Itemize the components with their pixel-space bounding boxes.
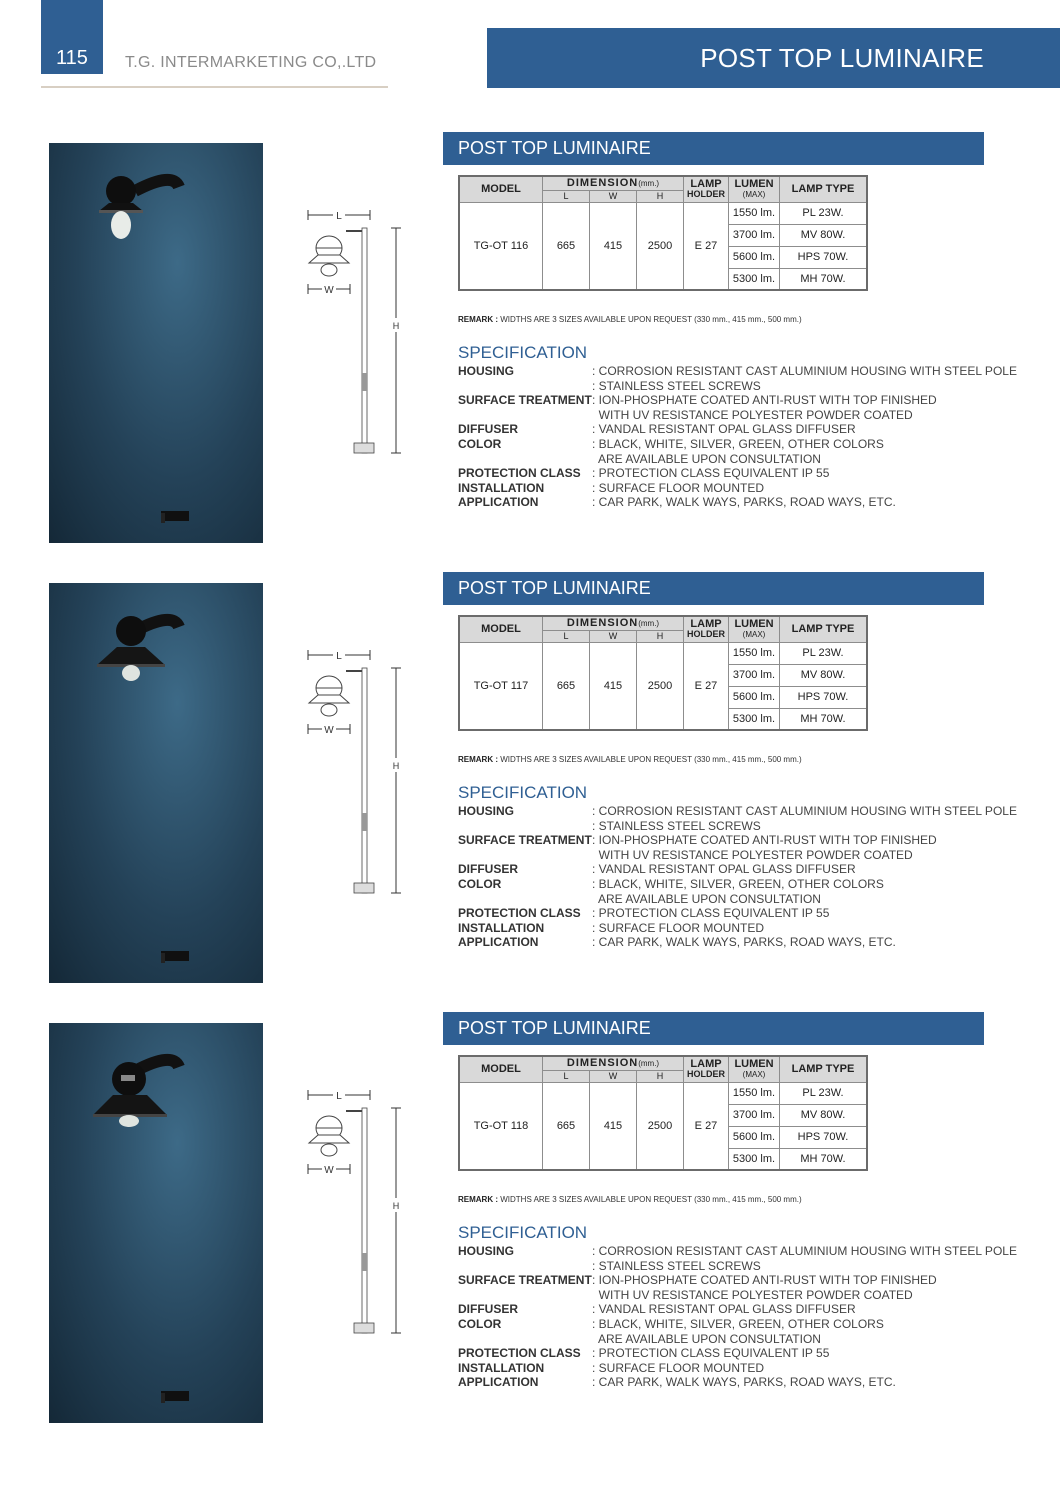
dimension-drawing (298, 203, 408, 463)
spec-value: : BLACK, WHITE, SILVER, GREEN, OTHER COLORS (592, 876, 884, 891)
col-h-header: H (637, 190, 684, 202)
spec-table (458, 615, 868, 731)
col-model-header: MODEL (459, 1056, 543, 1082)
page-number-box (41, 0, 103, 74)
col-lumen-header: LUMEN (MAX) (729, 616, 780, 642)
spec-value: : SURFACE FLOOR MOUNTED (592, 1360, 765, 1375)
col-dimension-header: DIMENSION(mm.) (543, 176, 684, 190)
spec-value: : CORROSION RESISTANT CAST ALUMINIUM HOUSING WITH STEEL POLE (592, 364, 1017, 378)
drawing-label-l: L (336, 1091, 342, 1102)
spec-value: : SURFACE FLOOR MOUNTED (592, 920, 765, 935)
remark-text: WIDTHS ARE 3 SIZES AVAILABLE UPON REQUEST (330 mm., 415 mm., 500 mm.) (500, 755, 802, 764)
cell-model: TG-OT 118 (459, 1082, 543, 1170)
spec-label: APPLICATION (458, 495, 539, 510)
spec-label: HOUSING (458, 364, 515, 378)
cell-lumen: 1550 lm. (729, 642, 780, 664)
cell-lamp-type: MV 80W. (780, 664, 868, 686)
spec-table (458, 1055, 868, 1171)
cell-lumen: 1550 lm. (729, 202, 780, 224)
spec-value: WITH UV RESISTANCE POLYESTER POWDER COATED (592, 847, 913, 862)
cell-h: 2500 (637, 202, 684, 290)
spec-value: : ION-PHOSPHATE COATED ANTI-RUST WITH TOP FINISHED (592, 833, 937, 848)
spec-label: INSTALLATION (458, 1360, 545, 1375)
col-lumen-header: LUMEN (MAX) (729, 1056, 780, 1082)
cell-l: 665 (543, 642, 590, 730)
product-section-1 (0, 138, 1060, 553)
cell-lamp-type: HPS 70W. (780, 1126, 868, 1148)
spec-label: APPLICATION (458, 935, 539, 950)
spec-value: : ION-PHOSPHATE COATED ANTI-RUST WITH TOP FINISHED (592, 393, 937, 408)
section-banner (443, 1012, 984, 1045)
remark (458, 755, 802, 764)
spec-value: WITH UV RESISTANCE POLYESTER POWDER COATED (592, 1287, 913, 1302)
remark-label: REMARK : (458, 315, 498, 324)
cell-model: TG-OT 117 (459, 642, 543, 730)
product-photo (49, 1023, 263, 1423)
col-lamptype-header: LAMP TYPE (780, 1056, 868, 1082)
cell-l: 665 (543, 1082, 590, 1170)
spec-label: INSTALLATION (458, 480, 545, 495)
remark-label: REMARK : (458, 1195, 498, 1204)
drawing-label-w: W (324, 725, 334, 736)
col-lampholder-header: LAMP HOLDER (684, 1056, 729, 1082)
remark (458, 315, 802, 324)
section-title: POST TOP LUMINAIRE (458, 1018, 651, 1038)
cell-lumen: 1550 lm. (729, 1082, 780, 1104)
col-lamptype-header: LAMP TYPE (780, 616, 868, 642)
cell-lumen: 5600 lm. (729, 686, 780, 708)
cell-h: 2500 (637, 642, 684, 730)
spec-label: HOUSING (458, 804, 515, 818)
header-divider (41, 86, 388, 88)
product-section-2 (0, 578, 1060, 993)
spec-label: DIFFUSER (458, 422, 518, 437)
spec-value: : CAR PARK, WALK WAYS, PARKS, ROAD WAYS, ETC. (592, 1375, 896, 1390)
cell-lumen: 5300 lm. (729, 1148, 780, 1170)
cell-h: 2500 (637, 1082, 684, 1170)
specification-heading: SPECIFICATION (458, 343, 588, 362)
spec-label: INSTALLATION (458, 920, 545, 935)
cell-l: 665 (543, 202, 590, 290)
cell-holder: E 27 (684, 202, 729, 290)
remark-label: REMARK : (458, 755, 498, 764)
section-title: POST TOP LUMINAIRE (458, 578, 651, 598)
col-h-header: H (637, 630, 684, 642)
specification-heading: SPECIFICATION (458, 783, 588, 802)
spec-value: : CAR PARK, WALK WAYS, PARKS, ROAD WAYS, ETC. (592, 495, 896, 510)
col-lumen-header: LUMEN (MAX) (729, 176, 780, 202)
drawing-label-h: H (392, 1201, 400, 1211)
col-w-header: W (590, 1070, 637, 1082)
cell-w: 415 (590, 202, 637, 290)
spec-value: : CORROSION RESISTANT CAST ALUMINIUM HOUSING WITH STEEL POLE (592, 1244, 1017, 1258)
cell-holder: E 27 (684, 1082, 729, 1170)
cell-lamp-type: MH 70W. (780, 1148, 868, 1170)
cell-lumen: 5600 lm. (729, 246, 780, 268)
spec-value: : VANDAL RESISTANT OPAL GLASS DIFFUSER (592, 422, 856, 437)
spec-value: ARE AVAILABLE UPON CONSULTATION (592, 451, 821, 466)
col-h-header: H (637, 1070, 684, 1082)
spec-value: : PROTECTION CLASS EQUIVALENT IP 55 (592, 1346, 830, 1361)
cell-lumen: 3700 lm. (729, 224, 780, 246)
col-dimension-header: DIMENSION(mm.) (543, 1056, 684, 1070)
spec-label: DIFFUSER (458, 1302, 518, 1317)
cell-lamp-type: HPS 70W. (780, 686, 868, 708)
spec-value: : PROTECTION CLASS EQUIVALENT IP 55 (592, 466, 830, 481)
remark (458, 1195, 802, 1204)
spec-value: : ION-PHOSPHATE COATED ANTI-RUST WITH TOP FINISHED (592, 1273, 937, 1288)
remark-text: WIDTHS ARE 3 SIZES AVAILABLE UPON REQUEST (330 mm., 415 mm., 500 mm.) (500, 315, 802, 324)
spec-label: PROTECTION CLASS (458, 466, 581, 481)
col-w-header: W (590, 630, 637, 642)
table-row (459, 1082, 867, 1104)
spec-value: : STAINLESS STEEL SCREWS (592, 818, 761, 833)
spec-label: SURFACE TREATMENT (458, 393, 592, 408)
section-banner (443, 572, 984, 605)
spec-label: HOUSING (458, 1244, 515, 1258)
spec-value: ARE AVAILABLE UPON CONSULTATION (592, 1331, 821, 1346)
cell-lamp-type: PL 23W. (780, 642, 868, 664)
col-l-header: L (543, 190, 590, 202)
cell-lamp-type: MH 70W. (780, 268, 868, 290)
dimension-drawing (298, 1083, 408, 1343)
col-dimension-header: DIMENSION(mm.) (543, 616, 684, 630)
col-lampholder-header: LAMP HOLDER (684, 176, 729, 202)
spec-label: SURFACE TREATMENT (458, 1273, 592, 1288)
spec-label: PROTECTION CLASS (458, 906, 581, 921)
table-row (459, 202, 867, 224)
cell-lumen: 5600 lm. (729, 1126, 780, 1148)
cell-lamp-type: MV 80W. (780, 1104, 868, 1126)
col-l-header: L (543, 630, 590, 642)
col-l-header: L (543, 1070, 590, 1082)
spec-value: : CORROSION RESISTANT CAST ALUMINIUM HOUSING WITH STEEL POLE (592, 804, 1017, 818)
spec-value: : STAINLESS STEEL SCREWS (592, 1258, 761, 1273)
spec-label: DIFFUSER (458, 862, 518, 877)
spec-value: : BLACK, WHITE, SILVER, GREEN, OTHER COLORS (592, 1316, 884, 1331)
spec-value: : STAINLESS STEEL SCREWS (592, 378, 761, 393)
product-photo (49, 583, 263, 983)
section-title: POST TOP LUMINAIRE (458, 138, 651, 158)
spec-label: SURFACE TREATMENT (458, 833, 592, 848)
spec-label: COLOR (458, 1316, 502, 1331)
lamp-post-image (49, 1023, 263, 1423)
spec-value: WITH UV RESISTANCE POLYESTER POWDER COATED (592, 407, 913, 422)
cell-holder: E 27 (684, 642, 729, 730)
product-photo (49, 143, 263, 543)
product-section-3 (0, 1018, 1060, 1433)
section-banner (443, 132, 984, 165)
drawing-label-h: H (392, 761, 400, 771)
page-title: POST TOP LUMINAIRE (700, 43, 984, 73)
col-lamptype-header: LAMP TYPE (780, 176, 868, 202)
col-model-header: MODEL (459, 176, 543, 202)
spec-value: : CAR PARK, WALK WAYS, PARKS, ROAD WAYS, ETC. (592, 935, 896, 950)
cell-w: 415 (590, 1082, 637, 1170)
col-lampholder-header: LAMP HOLDER (684, 616, 729, 642)
cell-model: TG-OT 116 (459, 202, 543, 290)
cell-lamp-type: MV 80W. (780, 224, 868, 246)
col-w-header: W (590, 190, 637, 202)
spec-value: : VANDAL RESISTANT OPAL GLASS DIFFUSER (592, 1302, 856, 1317)
spec-label: PROTECTION CLASS (458, 1346, 581, 1361)
cell-lumen: 3700 lm. (729, 664, 780, 686)
spec-value: : VANDAL RESISTANT OPAL GLASS DIFFUSER (592, 862, 856, 877)
cell-lumen: 5300 lm. (729, 268, 780, 290)
lamp-post-image (49, 583, 263, 983)
cell-lumen: 5300 lm. (729, 708, 780, 730)
spec-value: : PROTECTION CLASS EQUIVALENT IP 55 (592, 906, 830, 921)
drawing-label-w: W (324, 285, 334, 296)
spec-value: : BLACK, WHITE, SILVER, GREEN, OTHER COLORS (592, 436, 884, 451)
spec-label: COLOR (458, 876, 502, 891)
drawing-label-w: W (324, 1165, 334, 1176)
cell-lamp-type: HPS 70W. (780, 246, 868, 268)
spec-label: APPLICATION (458, 1375, 539, 1390)
spec-value: : SURFACE FLOOR MOUNTED (592, 480, 765, 495)
cell-lumen: 3700 lm. (729, 1104, 780, 1126)
table-row (459, 642, 867, 664)
dimension-drawing (298, 643, 408, 903)
specification-heading: SPECIFICATION (458, 1223, 588, 1242)
spec-value: ARE AVAILABLE UPON CONSULTATION (592, 891, 821, 906)
remark-text: WIDTHS ARE 3 SIZES AVAILABLE UPON REQUEST (330 mm., 415 mm., 500 mm.) (500, 1195, 802, 1204)
spec-table (458, 175, 868, 291)
drawing-label-h: H (392, 321, 400, 331)
cell-lamp-type: PL 23W. (780, 202, 868, 224)
lamp-post-image (49, 143, 263, 543)
company-name: T.G. INTERMARKETING CO,.LTD (125, 54, 377, 71)
header-banner (487, 28, 1060, 88)
cell-lamp-type: PL 23W. (780, 1082, 868, 1104)
page-number: 115 (56, 47, 88, 69)
spec-label: COLOR (458, 436, 502, 451)
col-model-header: MODEL (459, 616, 543, 642)
cell-w: 415 (590, 642, 637, 730)
drawing-label-l: L (336, 651, 342, 662)
cell-lamp-type: MH 70W. (780, 708, 868, 730)
drawing-label-l: L (336, 211, 342, 222)
